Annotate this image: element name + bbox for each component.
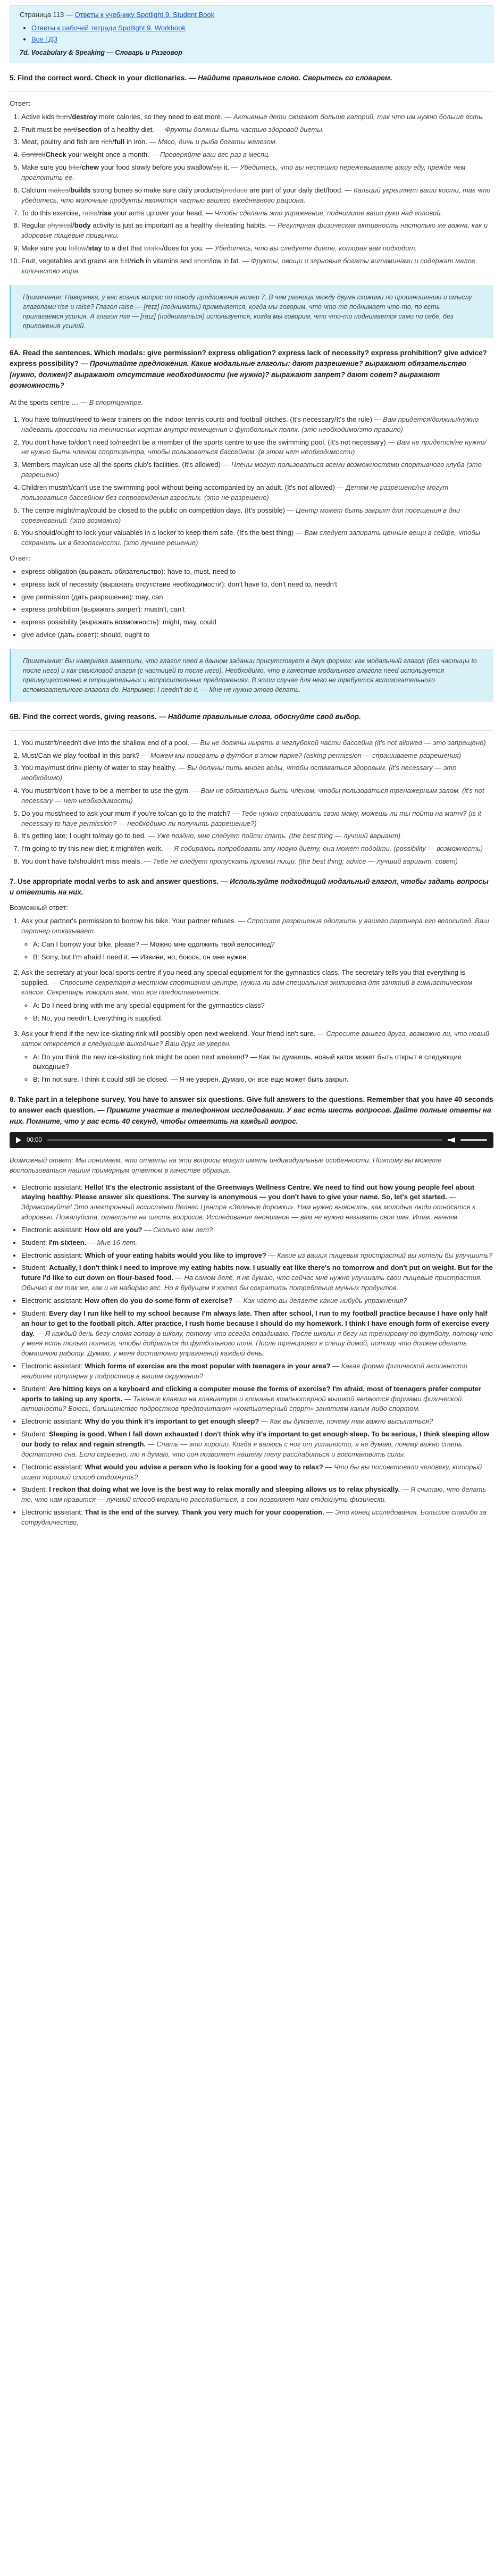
workbook-link[interactable]: Ответы к рабочей тетради Spotlight 9. Workbook xyxy=(31,23,186,32)
correct-word: builds xyxy=(70,186,91,194)
sentence: Must/Can we play football in this park? xyxy=(21,751,140,759)
list-item xyxy=(21,786,493,806)
translation: — Можем мы поиграть в футбол в этом парке? (asking permission — спрашиваете разрешения) xyxy=(141,751,462,759)
dialogue xyxy=(21,1052,493,1085)
translation: — Спросите секретаря в местном спортивном центре, нужна ли вам специальная экипировка для занятий в гимнастическом классе. Секретарь говорит вам, что все предоставляется. xyxy=(21,978,473,997)
dialogue xyxy=(21,940,493,963)
slash: / xyxy=(97,208,99,217)
sentence-rest: are part of your daily diet/food. xyxy=(247,186,345,194)
translation: — Активные дети сжигают больше калорий, так что им нужно больше есть. xyxy=(224,112,484,121)
utterance: Why do you think it's important to get enough sleep? xyxy=(85,1417,259,1426)
translation: — Кальций укрепляет ваши кости, так что убедитесь, что молочные продукты являются частью вашего ежедневного рациона. xyxy=(21,186,491,204)
wrong-word: raise xyxy=(82,208,98,217)
exercise-6a-sentences xyxy=(10,415,493,548)
correct-word: rise xyxy=(99,208,112,217)
volume-icon[interactable] xyxy=(448,1138,455,1143)
wrong-word: follow xyxy=(68,244,87,253)
speaker: Student: xyxy=(21,1309,47,1317)
dialogue-line xyxy=(21,1462,493,1483)
speaker: Student: xyxy=(21,1238,47,1247)
speaker: Student: xyxy=(21,1264,47,1272)
wrong-word: diet xyxy=(214,221,226,230)
list-item xyxy=(21,844,493,854)
translation: — Вам придется/должны/нужно надевать кроссовки на теннисных кортах внутри помещения и футбольных полях. (это необходимо/это правило) xyxy=(21,415,479,433)
sentence-start: To do this exercise, xyxy=(21,208,82,217)
utterance: Sleeping is good. When I fall down exhausted I don't think why it's important to get enough sleep. To be serious, I think sleeping allow our body to relax and regain strength. xyxy=(21,1430,489,1448)
correct-word: stay xyxy=(88,244,102,253)
breadcrumb xyxy=(20,10,483,20)
slash: / xyxy=(129,256,131,265)
wrong-word: Control xyxy=(21,150,44,159)
related-links xyxy=(20,23,483,45)
sentence: The centre might/may/could be closed to the public on competition days. (It's possible) xyxy=(21,506,286,514)
list-item xyxy=(21,763,493,783)
sentence-rest: eating habits. xyxy=(225,221,269,230)
utterance: How often do you do some form of exercise? xyxy=(85,1297,233,1304)
wrong-word: part xyxy=(63,125,76,133)
dialogue-line: ◦ A: Can I borrow your bike, please? — Можно мне одолжить твой велосипед? xyxy=(33,940,493,950)
translation: — На самом деле, я не думаю, что сейчас мне нужно улучшать свои пищевые пристрастия. Обычно я ем так же, как и не набираю вес. Но в будущем я хотел бы сократить потребление мучных продуктов. xyxy=(21,1274,482,1292)
list-item: • express possibility (выражать возможность): might, may, could xyxy=(21,617,493,628)
answer-label: Ответ: xyxy=(10,554,31,563)
list-item xyxy=(21,831,493,841)
translation: — Тыкание клавиш на клавиатуре и кликанье компьютерной мышкой являются формами физической активности? Боюсь, большинство подростков предпочитают «компьютерный спорт» занятиям каким-либо спортом. xyxy=(21,1394,462,1413)
exercise-5-title: 5. Find the correct word. Check in your dictionaries. — Найдите правильное слово. Сверьтесь со словарем. xyxy=(10,73,392,82)
list-item xyxy=(31,35,483,45)
speaker: Electronic assistant: xyxy=(21,1251,83,1259)
translation: — Как вы думаете, почему так важно высыпаться? xyxy=(261,1417,433,1426)
translation: — Фрукты, овощи и зерновые богаты витаминами и содержат малое количество жира. xyxy=(21,256,476,275)
speaker: Electronic assistant: xyxy=(21,1225,83,1234)
exercise-6a-title: 6A. Read the sentences. Which modals: give permission? express obligation? express lack of necessity? express prohibition? give advice? express possibility? — Прочитайте предложения. Какие модальные глаголы: дают разрешение? выражают обязательство (нужно, должен)? выражают отсутствие необходимости (не нужно)? выражают запрет? дают совет? выражают возможность? xyxy=(10,349,488,389)
sentence-rest: strong bones so make sure daily products/ xyxy=(90,186,223,194)
list-item xyxy=(21,150,493,160)
translation: — Тебе не следует пропускать приемы пищи. (the best thing; advice — лучший вариант, совет) xyxy=(144,857,458,866)
list-item xyxy=(21,968,493,1024)
translation: — Какая форма физической активности наиболее популярна у подростков в вашем окружении? xyxy=(21,1362,467,1380)
sentence-rest: to a diet that xyxy=(102,244,144,253)
list-item xyxy=(21,415,493,435)
translation: — Детям не разрешено/не могут пользоваться бассейном без сопровождения взрослых. (это не разрешено) xyxy=(21,483,449,501)
translation: — Я собираюсь попробовать эту новую диету, она может подойти. (possibility — возможность) xyxy=(165,844,483,853)
utterance: I'm sixteen. xyxy=(49,1238,87,1247)
exercise-5-answers xyxy=(10,112,493,277)
dialogue-line xyxy=(21,1508,493,1528)
utterance: Are hitting keys on a keyboard and clicking a computer mouse the forms of exercise? I'm afraid, most of teenagers prefer computer sports to taking up any sports. xyxy=(21,1384,481,1403)
speaker: Electronic assistant: xyxy=(21,1297,83,1304)
slash: / xyxy=(75,125,78,133)
sentence-start: Make sure you xyxy=(21,244,69,253)
wrong-word: bite xyxy=(68,163,80,172)
list-item xyxy=(21,137,493,147)
translation: — Какие из ваших пищевых пристрастий вы хотели бы улучшить? xyxy=(268,1251,493,1259)
list-item xyxy=(21,125,493,135)
dialogue-line: ◦ B: I'm not sure. I think it could still be closed. — Я не уверен. Думаю, он все еще может быть закрыт. xyxy=(33,1075,493,1085)
list-item xyxy=(21,528,493,548)
dialogue-line xyxy=(21,1309,493,1359)
translation: — Вам следует запирать ценные вещи в сейфе, чтобы сохранить их в безопасности. (это лучшее решение) xyxy=(21,529,481,547)
wrong-word: works xyxy=(144,244,162,253)
sentence: You mustn't/don't have to be a member to use the gym. xyxy=(21,787,190,795)
sentence: Children mustn't/can't use the swimming pool without being accompanied by an adult. (It's not allowed) xyxy=(21,483,335,491)
sentence-rest: of a healthy diet. xyxy=(102,125,156,133)
list-item: • give advice (дать совет): should, ought to xyxy=(21,630,493,640)
translation: — Убедитесь, что вы следуете диете, которая вам подходит. xyxy=(205,244,417,253)
audio-progress-bar[interactable] xyxy=(47,1139,442,1141)
speaker: Electronic assistant: xyxy=(21,1183,83,1191)
correct-word: full xyxy=(114,138,125,146)
slash: / xyxy=(72,221,74,230)
sentence-rest: it. xyxy=(222,163,231,172)
list-item xyxy=(21,244,493,254)
exercise-6a-intro: At the sports centre … — В спортцентре. xyxy=(10,398,144,407)
dialogue-line xyxy=(21,1238,493,1248)
speaker: Student: xyxy=(21,1384,47,1393)
speaker: Student: xyxy=(21,1430,47,1438)
dialogue-line xyxy=(21,1183,493,1223)
speaker: Electronic assistant: xyxy=(21,1362,83,1370)
list-item xyxy=(21,208,493,219)
dialogue-line: ◦ B: No, you needn't. Everything is supplied. xyxy=(33,1014,493,1024)
sentence-start: Active kids xyxy=(21,112,56,121)
sentence: It's getting late; I ought to/may go to bed. xyxy=(21,832,146,840)
dialogue-line xyxy=(21,1417,493,1427)
sentence-start: Meat, poultry and fish are xyxy=(21,138,102,146)
exercise-6b-title: 6B. Find the correct words, giving reasons. — Найдите правильные слова, обоснуйте свой выбор. xyxy=(10,713,361,721)
utterance: Hello! It's the electronic assistant of the Greenways Wellness Centre. We need to find out how young people feel about staying healthy. Please answer six questions. The survey is anonymous — you don't have to give your name. So, let's get started. xyxy=(21,1183,475,1201)
sentence-rest: more calories, so they need to eat more. xyxy=(97,112,225,121)
list-item xyxy=(21,186,493,206)
list-item xyxy=(21,438,493,458)
dialogue-line xyxy=(21,1263,493,1293)
correct-word: body xyxy=(74,221,91,230)
translation: — Убедитесь, что вы неспешно пережевываете вашу еду, прежде чем проглотить ее. xyxy=(21,163,466,181)
correct-word: Check xyxy=(45,150,66,159)
dialogue-line: ◦ B: Sorry, but I'm afraid I need it. — Извини, но, боюсь, он мне нужен. xyxy=(33,952,493,963)
translation: — Члены могут пользоваться всеми возможностями спортивного клуба (это разрешено) xyxy=(21,461,482,479)
exercise-7-title: 7. Use appropriate modal verbs to ask and answer questions. — Используйте подходящий модальный глагол, чтобы задать вопросы и ответить на них. xyxy=(10,877,489,897)
dialogue-line xyxy=(21,1361,493,1382)
translation: — Здравствуйте! Это электронный ассистент Велнес Центра «Зеленые дорожки». Нам нужно выяснить, как молодые люди относятся к здоровью. Пожалуйста, ответьте на шесть вопросов. Исследование анонимное — вам не нужно называть свое имя. Итак, начнем. xyxy=(21,1193,476,1222)
student-book-link[interactable]: Ответы к учебнику Spotlight 9. Student Book xyxy=(74,11,215,19)
sentence: You have to/must/need to wear trainers on the indoor tennis courts and football pitches. (It's necessary/It's the rule) xyxy=(21,415,372,423)
sentence-rest: your weight once a month. xyxy=(66,150,152,159)
wrong-word: rich xyxy=(101,138,113,146)
dialogue-line xyxy=(21,1485,493,1505)
translation: — Сколько вам лет? xyxy=(144,1225,213,1234)
exercise-8-note: Возможный ответ: Мы понимаем, что ответы на эти вопросы могут иметь индивидуальные особенности. Поэтому вы можете воспользоваться нашим примерным ответом в качестве образца. xyxy=(10,1156,442,1174)
wrong-word: full xyxy=(120,256,130,265)
main-content xyxy=(0,73,503,1528)
sentence: I'm going to try this new diet; it might/ren work. xyxy=(21,844,163,853)
slash: / xyxy=(43,150,46,159)
translation: — Регулярная физическая активность настолько же важна, как и здоровые пищевые привычки. xyxy=(21,221,488,240)
list-item xyxy=(21,163,493,183)
dialogue-line xyxy=(21,1296,493,1306)
speaker: Electronic assistant: xyxy=(21,1462,83,1471)
wrong-word: short xyxy=(194,256,209,265)
speaker: Student: xyxy=(21,1485,47,1494)
sentence: You should/ought to lock your valuables in a locker to keep them safe. (It's the best thing) xyxy=(21,529,294,537)
translation: — Тебе нужно спрашивать свою маму, можешь ли ты пойти на матч? (is it necessary to have permission? — необходимо ли получить разрешение?) xyxy=(21,809,481,827)
list-item xyxy=(21,506,493,526)
correct-word: rich xyxy=(131,256,144,265)
translation: — Вам не обязательно быть членом, чтобы пользоваться тренажерным залом. (it's not necessary — нет необходимости) xyxy=(21,787,484,805)
translation: — Спросите разрешения одолжить у вашего партнера его велосипед. Ваш партнер отказывает. xyxy=(21,917,489,935)
sentence-start: Make sure you xyxy=(21,163,69,172)
wrong-word: produce xyxy=(222,186,248,194)
sentence-start: Regular xyxy=(21,221,48,230)
translation: — Центр может быть закрыт для посещения в дни соревнований. (это возможно) xyxy=(21,506,460,524)
list-item xyxy=(21,809,493,829)
list-item: • express lack of necessity (выражать отсутствие необходимости): don't have to, don't need to, needn't xyxy=(21,580,493,590)
task-text: Ask your partner's permission to borrow his bike. Your partner refuses. xyxy=(21,917,237,925)
sentence-start: Fruit must be xyxy=(21,125,64,133)
list-item xyxy=(31,23,483,34)
list-item xyxy=(21,256,493,277)
exercise-7-answers xyxy=(10,916,493,1085)
exercise-8-dialogue xyxy=(10,1183,493,1528)
sentence-rest: /does for you. xyxy=(162,244,206,253)
list-item xyxy=(21,916,493,962)
sentence: You don't have to/don't need to/needn't be a member of the sports centre to use the swimming pool. (It's not necessary) xyxy=(21,438,386,446)
correct-word: destroy xyxy=(72,112,97,121)
slash: / xyxy=(112,138,114,146)
speaker: Electronic assistant: xyxy=(21,1417,83,1426)
list-item: • express obligation (выражать обязательство): have to, must, need to xyxy=(21,567,493,577)
dialogue xyxy=(21,1001,493,1024)
sentence-rest: in vitamins and xyxy=(144,256,194,265)
dialogue-line xyxy=(21,1384,493,1415)
sentence-rest: /low in fat. xyxy=(209,256,242,265)
dialogue-line xyxy=(21,1225,493,1235)
exercise-6b-answers xyxy=(10,738,493,867)
correct-word: section xyxy=(77,125,102,133)
list-item xyxy=(21,857,493,867)
translation: — Это конец исследования. Большое спасибо за сотрудничество. xyxy=(21,1508,487,1526)
sentence-rest: your food slowly before you swallow/ xyxy=(98,163,213,172)
sentence: You mustn't/needn't dive into the shallow end of a pool. xyxy=(21,738,189,747)
sentence-start: Calcium xyxy=(21,186,48,194)
page-number: Страница 113 — xyxy=(20,11,75,19)
correct-word: chew xyxy=(81,163,99,172)
slash: / xyxy=(68,186,71,194)
translation: — Я каждый день бегу сломя голову в школу, потому что всегда опаздываю. После школы я бегу на тренировку по футболу, потому что у меня есть только полчаса, чтобы добраться до футбольного поля. После тренировки я спешу домой, потому что должен сделать домашнюю работу. Думаю, у меня достаточно упражнений каждый день. xyxy=(21,1329,493,1358)
answer-label: Возможный ответ: xyxy=(10,904,68,912)
audio-time: 00:00 xyxy=(27,1136,42,1143)
list-item xyxy=(21,483,493,503)
translation: — Вы должны пить много воды, чтобы оставаться здоровым. (it's necessary — это необходимо) xyxy=(21,764,457,782)
translation: — Уже поздно, мне следует пойти спать. (the best thing — лучший вариант) xyxy=(148,832,401,840)
utterance: Which of your eating habits would you like to improve? xyxy=(85,1251,266,1259)
translation: — Мне 16 лет. xyxy=(88,1238,138,1247)
exercise-8-title: 8. Take part in a telephone survey. You have to answer six questions. Give full answers to the questions. Remember that you have 40 seconds to answer each question. — Примите участие в телефонном исследовании. У вас есть шесть вопросов. Дайте полные ответы на них. Помните, что у вас есть 40 секунд, чтобы ответить на каждый вопрос. xyxy=(10,1095,493,1125)
translation: — Вам не придется/не нужно/не нужно быть членом спортцентра, чтобы пользоваться бассейном. (в этом нет необходимости) xyxy=(21,438,487,456)
utterance: Which forms of exercise are the most popular with teenagers in your area? xyxy=(85,1362,331,1370)
play-icon[interactable] xyxy=(16,1137,21,1143)
utterance: I reckon that doing what we love is the best way to relax morally and sleeping allows us to relax physically. xyxy=(49,1485,400,1494)
utterance: How old are you? xyxy=(85,1225,142,1234)
translation: — Спросите вашего друга, возможно ли, что новый каток откроется в следующие выходные? Ваш друг не уверен. xyxy=(21,1029,490,1048)
translation: — Проверяйте ваш вес раз в месяц. xyxy=(151,150,270,159)
dialogue-line xyxy=(21,1429,493,1460)
page xyxy=(0,5,503,1544)
translation: — Я считаю, что делать то, что нам нравится — лучший способ морально расслабиться, а сон позволяет нам отдохнуть физически. xyxy=(21,1485,487,1504)
dialogue-line: ◦ A: Do you think the new ice-skating rink might be open next weekend? — Как ты думаешь, новый каток может быть открыт в следующие выходные? xyxy=(33,1052,493,1073)
task-text: Ask your friend if the new ice-skating rink will possibly open next weekend. Your friend isn't sure. xyxy=(21,1029,316,1038)
list-item xyxy=(21,460,493,480)
translation: — Чтобы сделать это упражнение, поднимите ваши руки над головой. xyxy=(205,208,443,217)
speaker: Electronic assistant: xyxy=(21,1508,83,1517)
wrong-word: makes xyxy=(48,186,69,194)
sentence-rest: your arms up over your head. xyxy=(111,208,206,217)
sentence-rest: activity is just as important as a healthy xyxy=(90,221,215,230)
wrong-word: burn xyxy=(56,112,70,121)
list-item xyxy=(21,738,493,748)
slash: / xyxy=(79,163,82,172)
dialogue-line xyxy=(21,1251,493,1261)
volume-slider[interactable] xyxy=(460,1139,487,1141)
list-item xyxy=(21,751,493,761)
topic-title: 7d. Vocabulary & Speaking — Словарь и Разговор xyxy=(20,48,182,56)
sentence: Members may/can use all the sports club's facilities. (It's allowed) xyxy=(21,461,221,469)
exercise-6a-answers xyxy=(10,567,493,640)
note-rise-raise: Примечание: Наверняка, у вас возник вопрос по поводу предложения номер 7. В чем разница между двумя схожими по произношению и смыслу глаголами rise и raise? Глагол raise — [reɪz] (поднимать) применяется, когда мы говорим, что что-то поднимает что-то, по есть прилагаемся усилия. А глагол rise — [raɪz] (подниматься) используется, когда мы говорим, что что-то поднимается само по себе, без приложения усилий. xyxy=(10,285,493,339)
translation: — Спать — это хорошо. Когда я валюсь с ног от усталости, я не думаю, почему важно спать достаточно сна. Если серьезно, то я думаю, что сон позволяет нашему телу расслабиться и восстановить силы. xyxy=(21,1440,462,1458)
sentence: You may/must drink plenty of water to stay healthy. xyxy=(21,764,177,772)
list-item xyxy=(21,1029,493,1085)
sentence-rest: in iron. xyxy=(124,138,149,146)
wrong-word: physical xyxy=(47,221,73,230)
translation: — Фрукты должны быть частью здоровой диеты. xyxy=(156,125,324,133)
utterance: What would you advise a person who is looking for a good way to relax? xyxy=(85,1462,323,1471)
task-text: Ask the secretary at your local sports centre if you need any special equipment for the gymnastics class. The secretary tells you that everything is supplied. xyxy=(21,968,466,986)
navigation-box xyxy=(10,5,493,63)
list-item xyxy=(21,221,493,241)
list-item: • give permission (дать разрешение): may, can xyxy=(21,592,493,603)
divider xyxy=(10,730,493,731)
answer-label: Ответ: xyxy=(10,99,31,107)
translation: — Что бы вы посоветовали человеку, который ищет хороший способ отдохнуть? xyxy=(21,1462,482,1481)
slash: / xyxy=(86,244,88,253)
utterance: Every day I run like hell to my school because I'm always late. Then after school, I run to my football practice because I have only half an hour to get to the football pitch. After practice, I rush home because I should do my homework. I think I have enough form of exercise every day. xyxy=(21,1309,490,1337)
slash: / xyxy=(70,112,72,121)
sentence: Do you must/need to ask your mum if you're to/can go to the match? xyxy=(21,809,231,817)
dialogue-line: ◦ A: Do I need bring with me any special equipment for the gymnastics class? xyxy=(33,1001,493,1011)
list-item: • express prohibition (выражать запрет): mustn't, can't xyxy=(21,605,493,615)
utterance: That is the end of the survey. Thank you very much for your cooperation. xyxy=(85,1508,324,1517)
note-need: Примечание: Вы наверняка заметили, что глагол need в данном задании присутствует в двух формах: как модальный глагол (без частицы to после него) и как смысловой глагол (с частицей to после него). Необходимо, что в качестве модального глагола need используется преимущественно в отрицательных и вопросительных предложениях. В этом случае для него не требуется вспомогательного вспомогательного глагола do. Например: I needn't do it. — Мне не нужно этого делать. xyxy=(10,649,493,702)
sentence-start: Fruit, vegetables and grains are xyxy=(21,256,121,265)
utterance: Actually, I don't think I need to improve my eating habits now. I usually eat like there's no tomorrow and don't put on weight. But for the future I'd like to cut down on flour-based food. xyxy=(21,1264,493,1282)
all-gdz-link[interactable]: Все ГДЗ xyxy=(31,35,57,43)
translation: — Вы не должны нырять в неглубокой части бассейна (it's not allowed — это запрещено) xyxy=(191,738,486,747)
list-item xyxy=(21,112,493,122)
audio-player xyxy=(10,1132,493,1148)
translation: — Мясо, дичь и рыба богаты железом. xyxy=(149,138,278,146)
wrong-word: sip xyxy=(213,163,222,172)
translation: — Как часто вы делаете какие-нибудь упражнения? xyxy=(234,1297,407,1304)
sentence: You don't have to/shouldn't miss meals. xyxy=(21,857,142,866)
